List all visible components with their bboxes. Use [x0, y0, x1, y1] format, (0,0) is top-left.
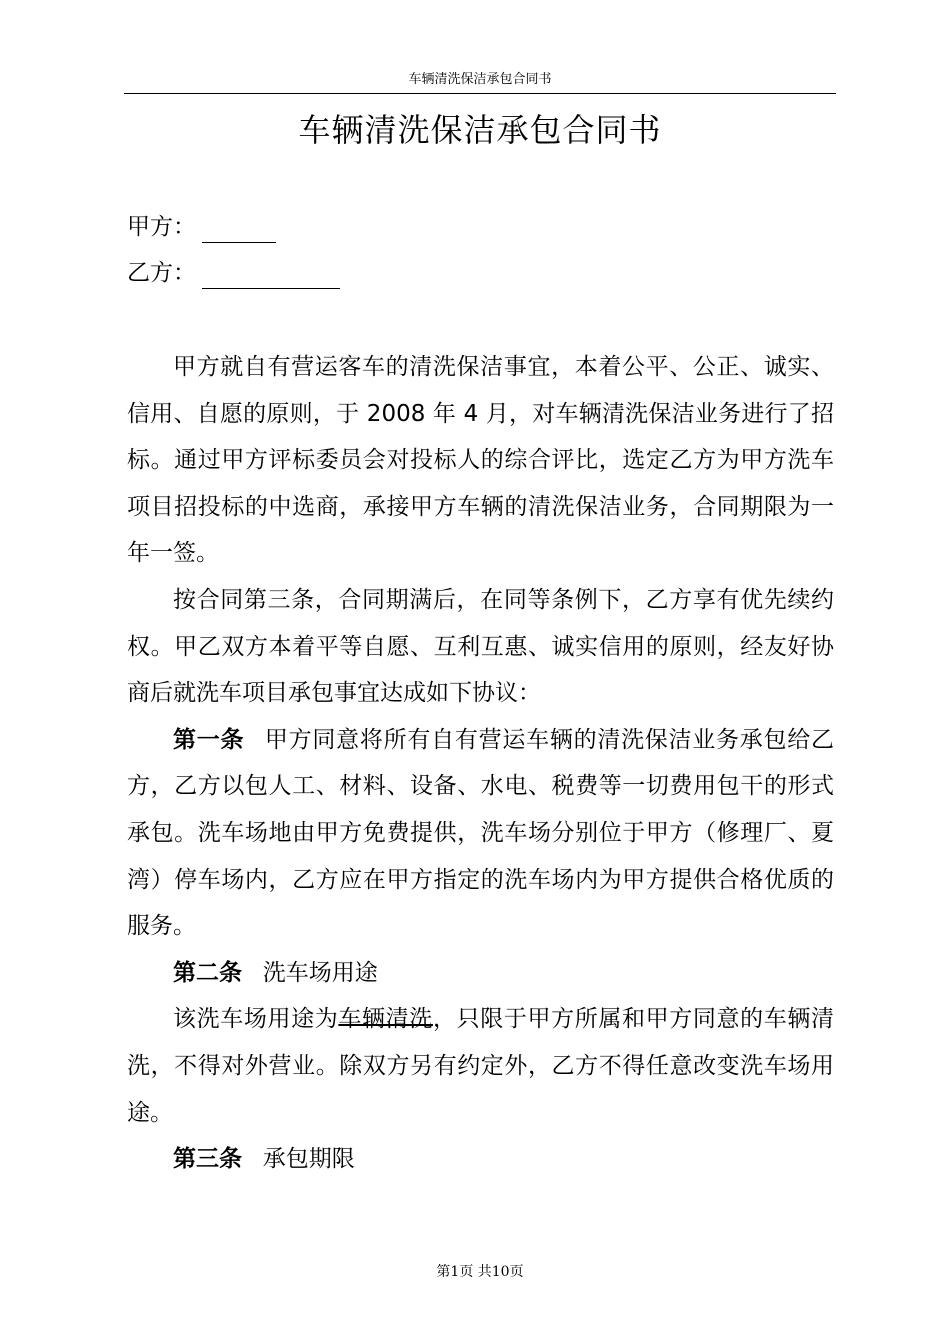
- party-a-label: 甲方：: [127, 214, 196, 240]
- article-2-text-after: ，只限于甲方所属和甲方同意的车辆清洗，不得对外营业。除双方另有约定外，乙方不得任意改变洗车场用途。: [127, 1006, 835, 1126]
- running-header: 车辆清洗保洁承包合同书: [408, 72, 552, 87]
- article-2-usage-underlined: 车辆清洗: [338, 1006, 433, 1033]
- party-b-line: [127, 257, 340, 289]
- page-number-footer: 第1页 共10页: [436, 1264, 524, 1280]
- article-2-paragraph: [127, 996, 834, 1136]
- article-3-heading-line: [127, 1136, 834, 1183]
- article-1-paragraph: [127, 717, 834, 950]
- party-a-line: [127, 211, 276, 243]
- article-2-title: 洗车场用途: [262, 959, 378, 986]
- article-3-heading: 第三条: [173, 1146, 242, 1173]
- contract-body: [127, 344, 834, 1183]
- article-2-heading: 第二条: [173, 959, 242, 986]
- article-2-text-before: 该洗车场用途为: [173, 1006, 339, 1033]
- article-3-title: 承包期限: [262, 1146, 355, 1173]
- party-b-label: 乙方：: [127, 260, 196, 286]
- header-divider: [124, 93, 836, 94]
- preamble-paragraph-2: 按合同第三条，合同期满后，在同等条例下，乙方享有优先续约权。甲乙双方本着平等自愿、互利互惠、诚实信用的原则，经友好协商后就洗车项目承包事宜达成如下协议：: [127, 586, 834, 707]
- party-a-blank[interactable]: [202, 211, 276, 243]
- document-title: 车辆清洗保洁承包合同书: [298, 111, 662, 149]
- preamble-paragraph-1: 甲方就自有营运客车的清洗保洁事宜，本着公平、公正、诚实、信用、自愿的原则，于 2008 年 4 月，对车辆清洗保洁业务进行了招标。通过甲方评标委员会对投标人的综合评比，选定乙方为甲方洗车项目招投标的中选商，承接甲方车辆的清洗保洁业务，合同期限为一年一签。: [127, 354, 834, 567]
- article-1-text: 甲方同意将所有自有营运车辆的清洗保洁业务承包给乙方，乙方以包人工、材料、设备、水电、税费等一切费用包干的形式承包。洗车场地由甲方免费提供，洗车场分别位于甲方（修理厂、夏湾）停车场内，乙方应在甲方指定的洗车场内为甲方提供合格优质的服务。: [127, 726, 835, 940]
- article-1-heading: 第一条: [173, 726, 245, 753]
- article-2-heading-line: [127, 950, 834, 997]
- party-b-blank[interactable]: [202, 257, 340, 289]
